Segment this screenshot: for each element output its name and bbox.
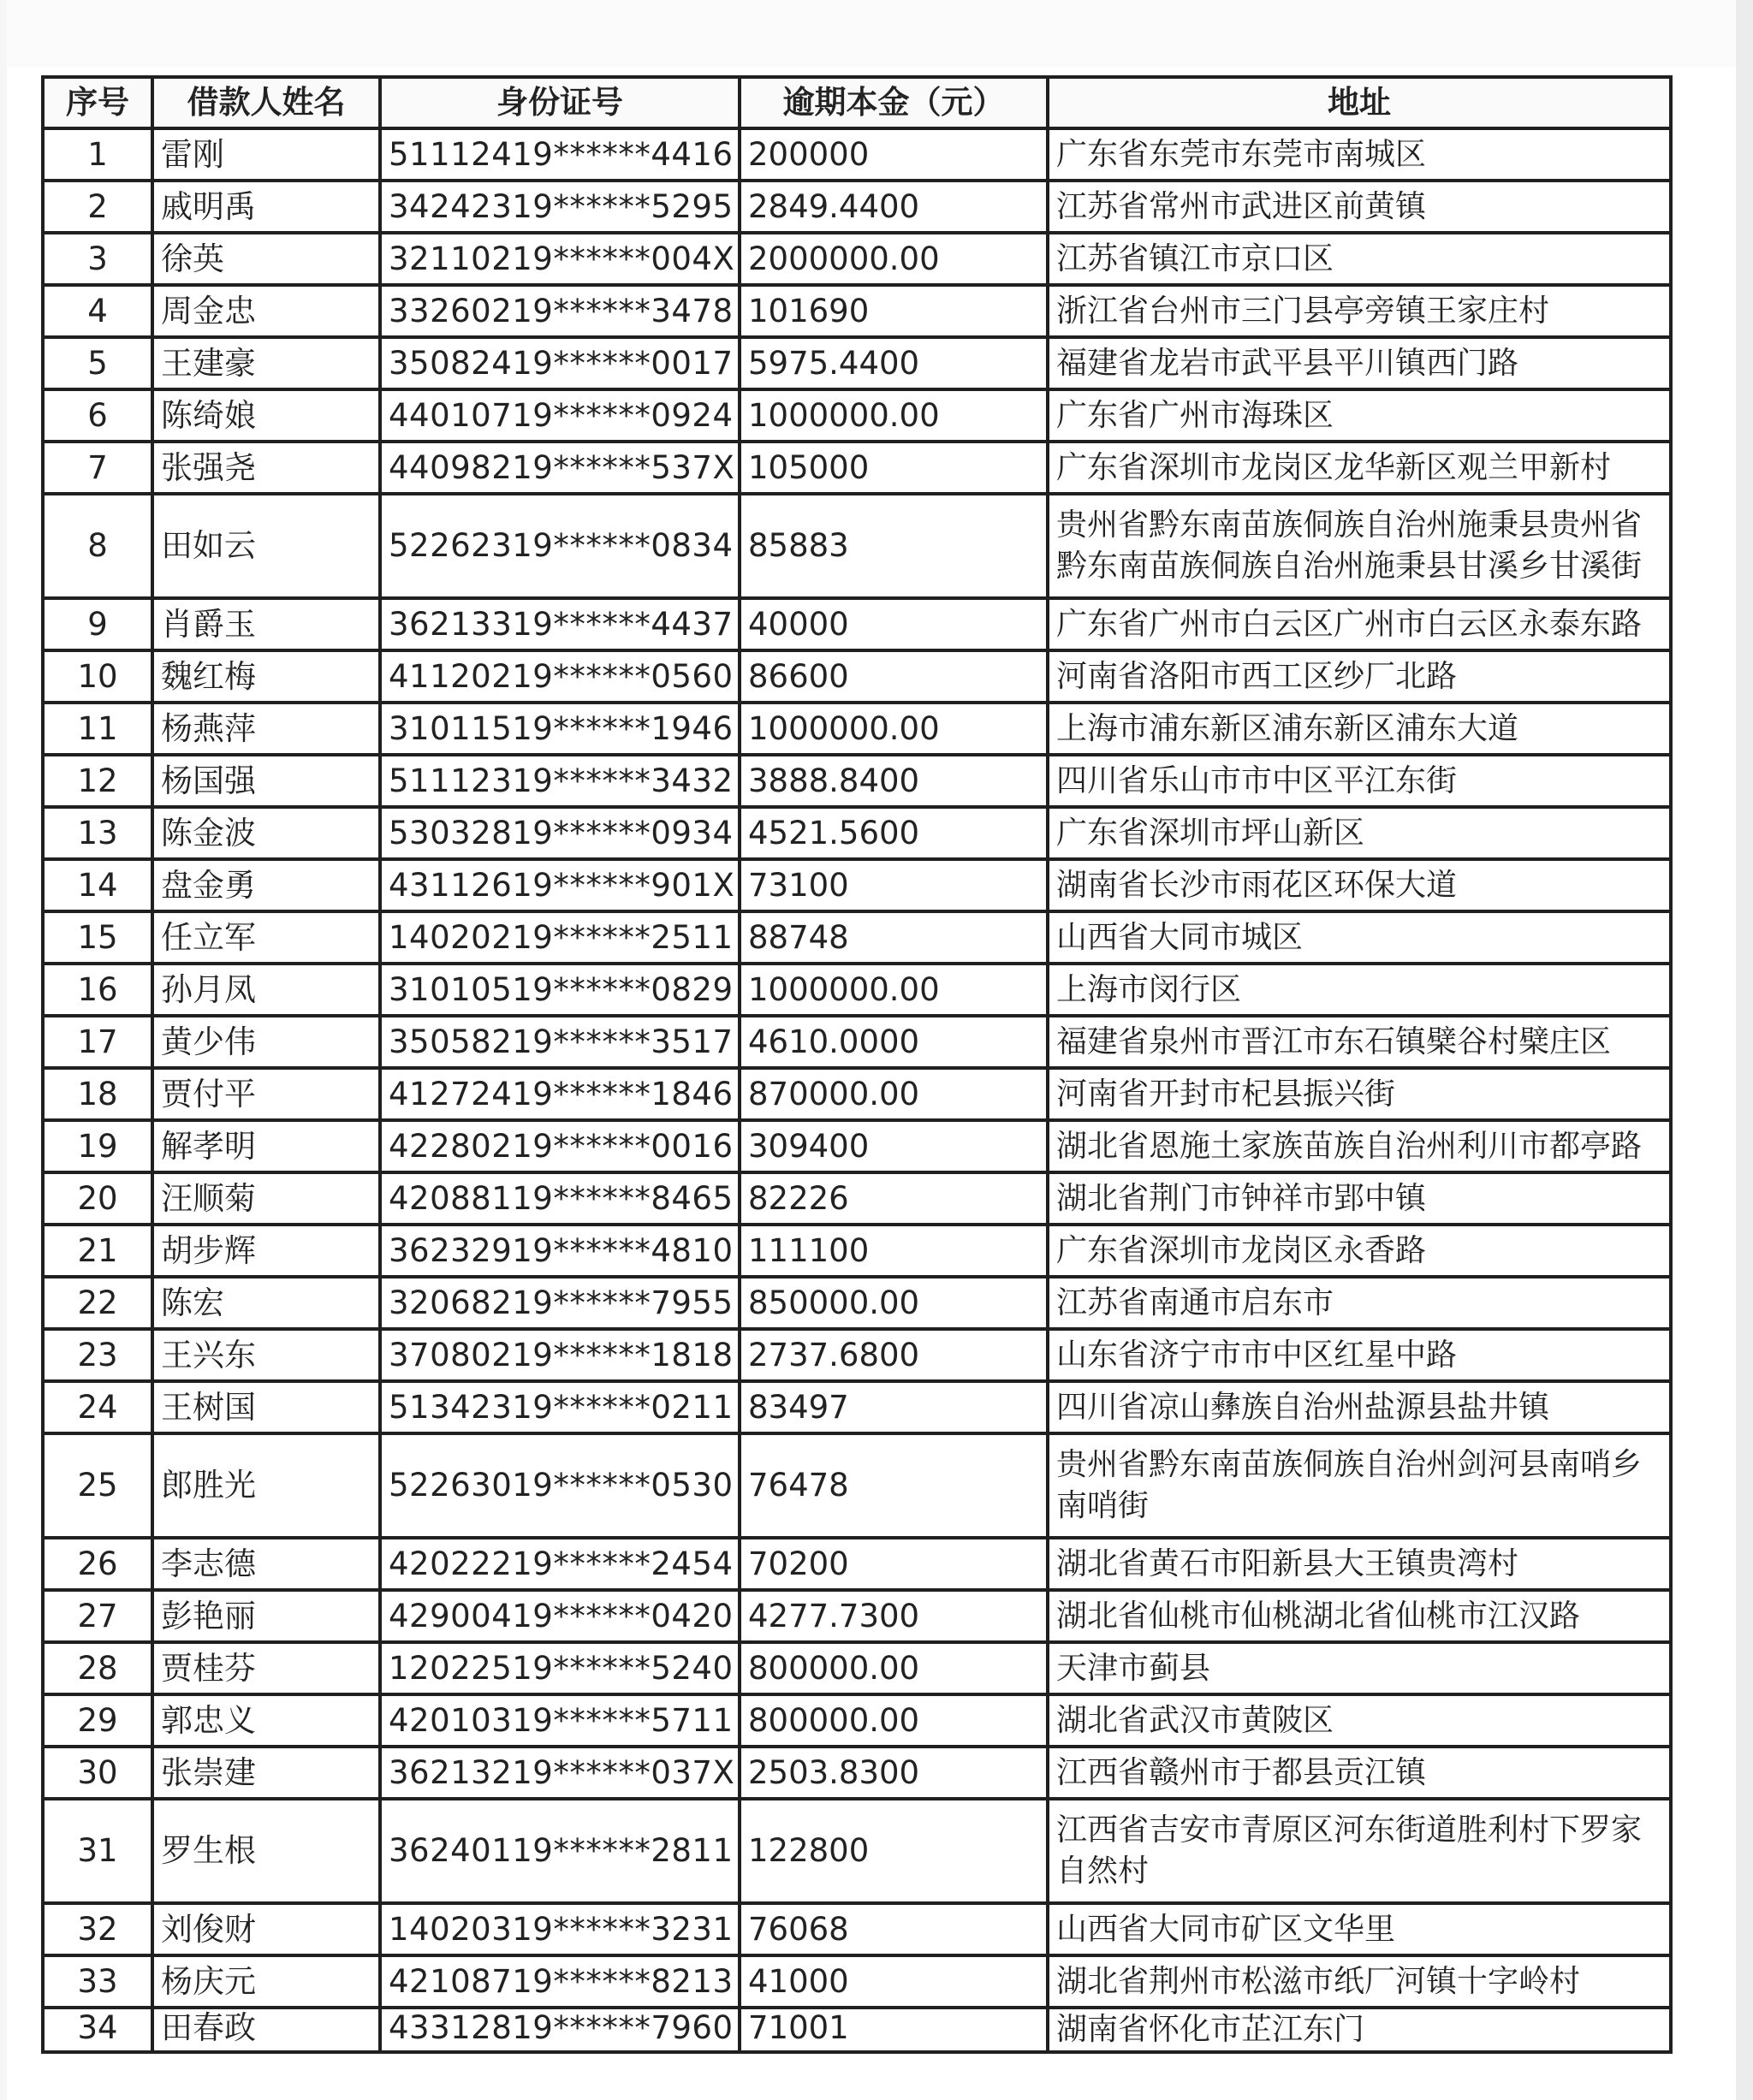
address: 广东省广州市海珠区: [1048, 389, 1671, 442]
overdue-principal: 73100: [740, 859, 1048, 911]
id-number: 36232919******4810: [380, 1225, 740, 1277]
table-row: [43, 1642, 1671, 1694]
overdue-principal: 41000: [740, 1955, 1048, 2008]
overdue-principal: 850000.00: [740, 1277, 1048, 1329]
borrower-name: 田春政: [152, 2008, 380, 2052]
overdue-principal: 101690: [740, 285, 1048, 337]
overdue-principal: 76478: [740, 1433, 1048, 1538]
id-number: 42088119******8465: [380, 1172, 740, 1225]
address: 广东省广州市白云区广州市白云区永泰东路: [1048, 598, 1671, 650]
row-index: 12: [43, 755, 152, 807]
borrower-name: 雷刚: [152, 128, 380, 181]
overdue-borrowers-table: [41, 75, 1673, 2054]
borrower-name: 郎胜光: [152, 1433, 380, 1538]
id-number: 35058219******3517: [380, 1016, 740, 1068]
row-index: 3: [43, 233, 152, 285]
address: 广东省东莞市东莞市南城区: [1048, 128, 1671, 181]
overdue-principal: 5975.4400: [740, 337, 1048, 389]
overdue-principal: 1000000.00: [740, 389, 1048, 442]
borrower-name: 任立军: [152, 911, 380, 964]
id-number: 31011519******1946: [380, 703, 740, 755]
borrower-name: 戚明禹: [152, 181, 380, 233]
overdue-principal: 3888.8400: [740, 755, 1048, 807]
overdue-principal: 70200: [740, 1538, 1048, 1590]
row-index: 29: [43, 1694, 152, 1747]
overdue-principal: 76068: [740, 1903, 1048, 1955]
row-index: 11: [43, 703, 152, 755]
address: 广东省深圳市坪山新区: [1048, 807, 1671, 859]
row-index: 30: [43, 1747, 152, 1799]
table-row: [43, 911, 1671, 964]
address: 四川省凉山彝族自治州盐源县盐井镇: [1048, 1381, 1671, 1433]
address: 四川省乐山市市中区平江东街: [1048, 755, 1671, 807]
borrower-name: 王兴东: [152, 1329, 380, 1381]
address: 福建省泉州市晋江市东石镇檗谷村檗庄区: [1048, 1016, 1671, 1068]
overdue-principal: 82226: [740, 1172, 1048, 1225]
borrower-name: 魏红梅: [152, 650, 380, 703]
borrower-name: 孙月凤: [152, 964, 380, 1016]
address: 上海市闵行区: [1048, 964, 1671, 1016]
address: 福建省龙岩市武平县平川镇西门路: [1048, 337, 1671, 389]
row-index: 13: [43, 807, 152, 859]
row-index: 19: [43, 1120, 152, 1172]
id-number: 41272419******1846: [380, 1068, 740, 1120]
address: 湖北省荆门市钟祥市郢中镇: [1048, 1172, 1671, 1225]
id-number: 14020219******2511: [380, 911, 740, 964]
header-id-number: 身份证号: [380, 77, 740, 128]
borrower-name: 杨庆元: [152, 1955, 380, 2008]
row-index: 18: [43, 1068, 152, 1120]
id-number: 42022219******2454: [380, 1538, 740, 1590]
id-number: 37080219******1818: [380, 1329, 740, 1381]
row-index: 1: [43, 128, 152, 181]
address: 浙江省台州市三门县亭旁镇王家庄村: [1048, 285, 1671, 337]
row-index: 27: [43, 1590, 152, 1642]
borrower-name: 张强尧: [152, 442, 380, 494]
borrower-name: 贾付平: [152, 1068, 380, 1120]
header-row: [43, 77, 1671, 128]
overdue-principal: 40000: [740, 598, 1048, 650]
header-overdue-principal: 逾期本金（元）: [740, 77, 1048, 128]
borrower-name: 肖爵玉: [152, 598, 380, 650]
borrower-name: 郭忠义: [152, 1694, 380, 1747]
header-borrower-name: 借款人姓名: [152, 77, 380, 128]
table-row: [43, 442, 1671, 494]
id-number: 44010719******0924: [380, 389, 740, 442]
overdue-principal: 2737.6800: [740, 1329, 1048, 1381]
row-index: 15: [43, 911, 152, 964]
borrower-name: 刘俊财: [152, 1903, 380, 1955]
page-edge-right: [1736, 0, 1753, 2100]
table-row: [43, 1433, 1671, 1538]
overdue-principal: 2000000.00: [740, 233, 1048, 285]
borrower-name: 贾桂芬: [152, 1642, 380, 1694]
overdue-principal: 800000.00: [740, 1694, 1048, 1747]
row-index: 26: [43, 1538, 152, 1590]
id-number: 43112619******901X: [380, 859, 740, 911]
id-number: 42108719******8213: [380, 1955, 740, 2008]
row-index: 28: [43, 1642, 152, 1694]
address: 山西省大同市城区: [1048, 911, 1671, 964]
table-row: [43, 807, 1671, 859]
borrower-name: 杨国强: [152, 755, 380, 807]
address: 上海市浦东新区浦东新区浦东大道: [1048, 703, 1671, 755]
address: 山西省大同市矿区文华里: [1048, 1903, 1671, 1955]
address: 江苏省常州市武进区前黄镇: [1048, 181, 1671, 233]
overdue-principal: 71001: [740, 2008, 1048, 2052]
table-row: [43, 181, 1671, 233]
table-row: [43, 598, 1671, 650]
table-row: [43, 1172, 1671, 1225]
header-address: 地址: [1048, 77, 1671, 128]
id-number: 14020319******3231: [380, 1903, 740, 1955]
table-row: [43, 859, 1671, 911]
row-index: 23: [43, 1329, 152, 1381]
address: 江苏省镇江市京口区: [1048, 233, 1671, 285]
id-number: 31010519******0829: [380, 964, 740, 1016]
borrower-name: 陈金波: [152, 807, 380, 859]
overdue-principal: 83497: [740, 1381, 1048, 1433]
table-row: [43, 1277, 1671, 1329]
table-row: [43, 2008, 1671, 2052]
row-index: 16: [43, 964, 152, 1016]
id-number: 33260219******3478: [380, 285, 740, 337]
overdue-principal: 800000.00: [740, 1642, 1048, 1694]
id-number: 12022519******5240: [380, 1642, 740, 1694]
row-index: 20: [43, 1172, 152, 1225]
table-row: [43, 650, 1671, 703]
borrower-name: 陈宏: [152, 1277, 380, 1329]
row-index: 22: [43, 1277, 152, 1329]
borrower-name: 徐英: [152, 233, 380, 285]
borrower-name: 罗生根: [152, 1799, 380, 1903]
address: 江西省吉安市青原区河东街道胜利村下罗家自然村: [1048, 1799, 1671, 1903]
overdue-principal: 111100: [740, 1225, 1048, 1277]
table-row: [43, 1120, 1671, 1172]
row-index: 25: [43, 1433, 152, 1538]
borrower-name: 杨燕萍: [152, 703, 380, 755]
borrower-name: 盘金勇: [152, 859, 380, 911]
page-margin-top: [0, 0, 1753, 67]
borrower-name: 田如云: [152, 494, 380, 598]
id-number: 51112319******3432: [380, 755, 740, 807]
table-row: [43, 389, 1671, 442]
address: 广东省深圳市龙岗区龙华新区观兰甲新村: [1048, 442, 1671, 494]
overdue-principal: 870000.00: [740, 1068, 1048, 1120]
borrower-name: 彭艳丽: [152, 1590, 380, 1642]
id-number: 44098219******537X: [380, 442, 740, 494]
overdue-principal: 85883: [740, 494, 1048, 598]
table-row: [43, 755, 1671, 807]
table-row: [43, 1590, 1671, 1642]
row-index: 10: [43, 650, 152, 703]
address: 湖北省黄石市阳新县大王镇贵湾村: [1048, 1538, 1671, 1590]
table-row: [43, 1068, 1671, 1120]
borrower-name: 陈绮娘: [152, 389, 380, 442]
id-number: 42010319******5711: [380, 1694, 740, 1747]
row-index: 34: [43, 2008, 152, 2052]
row-index: 7: [43, 442, 152, 494]
table-row: [43, 1016, 1671, 1068]
address: 广东省深圳市龙岗区永香路: [1048, 1225, 1671, 1277]
table-row: [43, 1747, 1671, 1799]
row-index: 5: [43, 337, 152, 389]
borrower-name: 黄少伟: [152, 1016, 380, 1068]
id-number: 34242319******5295: [380, 181, 740, 233]
table-row: [43, 1694, 1671, 1747]
id-number: 41120219******0560: [380, 650, 740, 703]
row-index: 32: [43, 1903, 152, 1955]
id-number: 52263019******0530: [380, 1433, 740, 1538]
table-row: [43, 1955, 1671, 2008]
address: 贵州省黔东南苗族侗族自治州剑河县南哨乡南哨街: [1048, 1433, 1671, 1538]
id-number: 51342319******0211: [380, 1381, 740, 1433]
address: 湖南省长沙市雨花区环保大道: [1048, 859, 1671, 911]
address: 湖北省仙桃市仙桃湖北省仙桃市江汉路: [1048, 1590, 1671, 1642]
address: 河南省洛阳市西工区纱厂北路: [1048, 650, 1671, 703]
row-index: 6: [43, 389, 152, 442]
id-number: 52262319******0834: [380, 494, 740, 598]
table-row: [43, 1903, 1671, 1955]
overdue-principal: 1000000.00: [740, 703, 1048, 755]
table-row: [43, 1225, 1671, 1277]
id-number: 36213219******037X: [380, 1747, 740, 1799]
address: 湖北省恩施土家族苗族自治州利川市都亭路: [1048, 1120, 1671, 1172]
borrower-name: 李志德: [152, 1538, 380, 1590]
id-number: 42280219******0016: [380, 1120, 740, 1172]
row-index: 2: [43, 181, 152, 233]
address: 湖北省荆州市松滋市纸厂河镇十字岭村: [1048, 1955, 1671, 2008]
row-index: 9: [43, 598, 152, 650]
overdue-principal: 88748: [740, 911, 1048, 964]
row-index: 14: [43, 859, 152, 911]
table-row: [43, 964, 1671, 1016]
overdue-principal: 2849.4400: [740, 181, 1048, 233]
id-number: 35082419******0017: [380, 337, 740, 389]
row-index: 21: [43, 1225, 152, 1277]
overdue-principal: 309400: [740, 1120, 1048, 1172]
table-row: [43, 1381, 1671, 1433]
row-index: 8: [43, 494, 152, 598]
table-row: [43, 1799, 1671, 1903]
id-number: 36240119******2811: [380, 1799, 740, 1903]
overdue-principal: 122800: [740, 1799, 1048, 1903]
id-number: 32068219******7955: [380, 1277, 740, 1329]
overdue-principal: 2503.8300: [740, 1747, 1048, 1799]
address: 湖北省武汉市黄陂区: [1048, 1694, 1671, 1747]
id-number: 53032819******0934: [380, 807, 740, 859]
overdue-principal: 105000: [740, 442, 1048, 494]
table-row: [43, 285, 1671, 337]
borrower-name: 解孝明: [152, 1120, 380, 1172]
row-index: 24: [43, 1381, 152, 1433]
overdue-principal: 4521.5600: [740, 807, 1048, 859]
address: 贵州省黔东南苗族侗族自治州施秉县贵州省黔东南苗族侗族自治州施秉县甘溪乡甘溪街: [1048, 494, 1671, 598]
overdue-principal: 4610.0000: [740, 1016, 1048, 1068]
address: 山东省济宁市市中区红星中路: [1048, 1329, 1671, 1381]
overdue-principal: 4277.7300: [740, 1590, 1048, 1642]
table-body: [43, 128, 1671, 2052]
id-number: 32110219******004X: [380, 233, 740, 285]
borrower-name: 周金忠: [152, 285, 380, 337]
address: 江苏省南通市启东市: [1048, 1277, 1671, 1329]
table-row: [43, 1538, 1671, 1590]
row-index: 33: [43, 1955, 152, 2008]
table-row: [43, 703, 1671, 755]
row-index: 17: [43, 1016, 152, 1068]
overdue-principal: 1000000.00: [740, 964, 1048, 1016]
borrower-name: 汪顺菊: [152, 1172, 380, 1225]
borrower-name: 张崇建: [152, 1747, 380, 1799]
borrower-name: 王建豪: [152, 337, 380, 389]
table-row: [43, 233, 1671, 285]
id-number: 51112419******4416: [380, 128, 740, 181]
borrower-name: 王树国: [152, 1381, 380, 1433]
address: 江西省赣州市于都县贡江镇: [1048, 1747, 1671, 1799]
table-row: [43, 494, 1671, 598]
table-row: [43, 1329, 1671, 1381]
address: 河南省开封市杞县振兴街: [1048, 1068, 1671, 1120]
row-index: 31: [43, 1799, 152, 1903]
address: 天津市蓟县: [1048, 1642, 1671, 1694]
id-number: 42900419******0420: [380, 1590, 740, 1642]
borrower-name: 胡步辉: [152, 1225, 380, 1277]
overdue-principal: 86600: [740, 650, 1048, 703]
id-number: 36213319******4437: [380, 598, 740, 650]
table-row: [43, 128, 1671, 181]
table-row: [43, 337, 1671, 389]
row-index: 4: [43, 285, 152, 337]
page-edge-left: [0, 0, 7, 2100]
header-index: 序号: [43, 77, 152, 128]
id-number: 43312819******7960: [380, 2008, 740, 2052]
overdue-principal: 200000: [740, 128, 1048, 181]
address: 湖南省怀化市芷江东门: [1048, 2008, 1671, 2052]
